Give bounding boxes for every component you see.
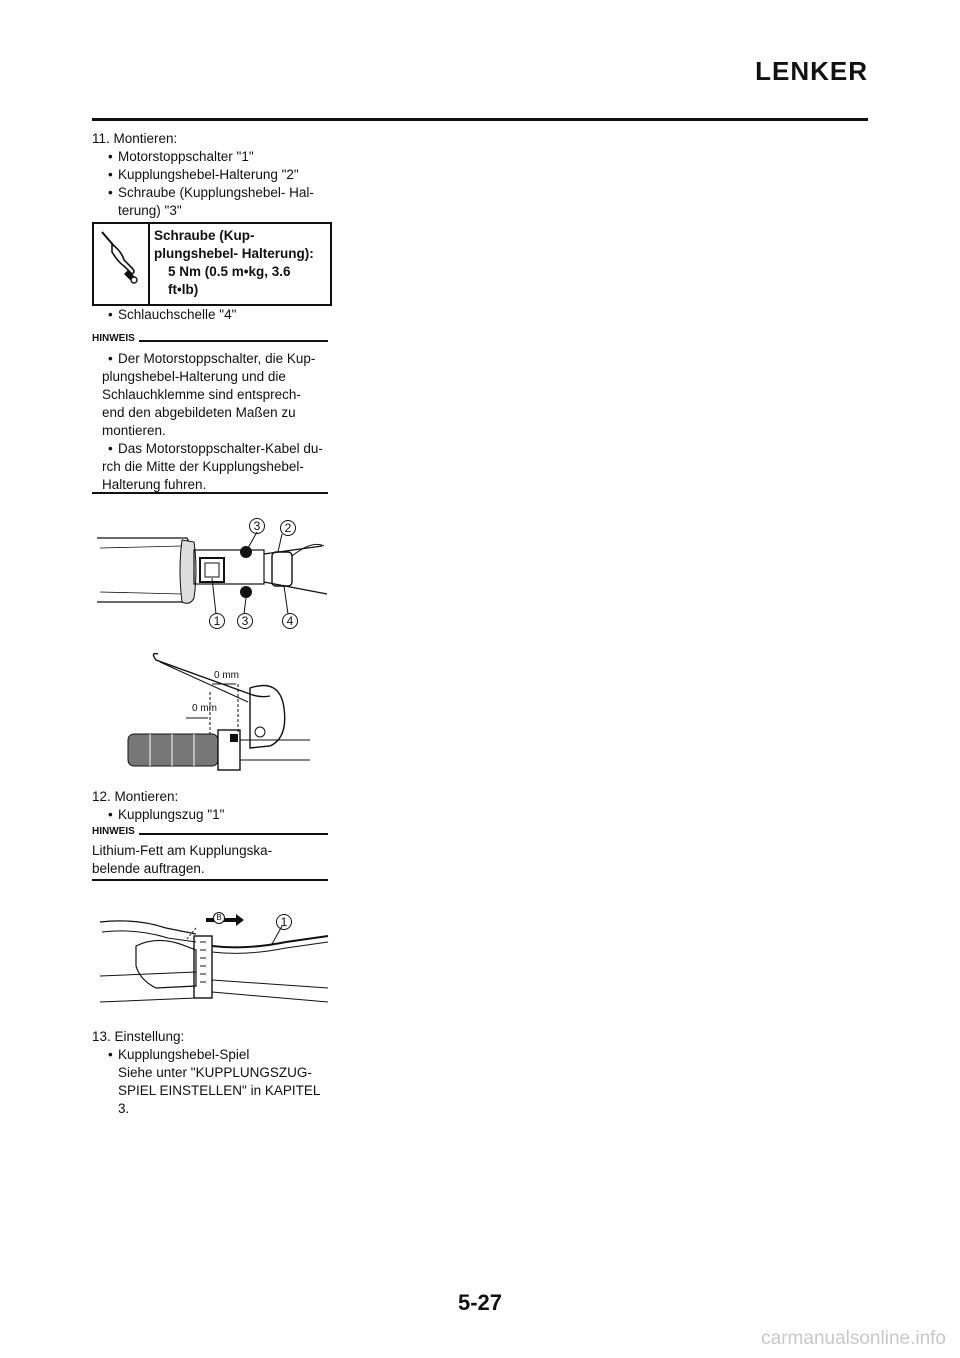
- note-header: [92, 333, 328, 345]
- callout-1: 1: [209, 613, 225, 629]
- torque-label: plungshebel- Halterung):: [154, 246, 314, 261]
- note-line: Schlauchklemme sind entsprech-: [102, 387, 301, 402]
- step-11-heading: 11. Montieren:: [92, 131, 178, 146]
- callout-2: 2: [280, 520, 296, 536]
- dimension-label: 0 mm: [192, 703, 217, 714]
- list-item: • Schraube (Kupplungshebel- Hal-: [108, 185, 314, 200]
- torque-value: 5 Nm (0.5 m•kg, 3.6: [168, 264, 291, 279]
- list-item: • Der Motorstoppschalter, die Kup-: [108, 351, 316, 366]
- note-2-body: [92, 842, 332, 878]
- note-label: HINWEIS: [92, 333, 139, 344]
- dimension-label: 0 mm: [214, 670, 239, 681]
- reference-line: SPIEL EINSTELLEN" in KAPITEL: [118, 1083, 321, 1098]
- step-13: [92, 1028, 332, 1118]
- note-line: montieren.: [102, 423, 166, 438]
- note-line: Halterung fuhren.: [102, 477, 207, 492]
- note-line: belende auftragen.: [92, 861, 205, 876]
- note-end-rule: [92, 879, 328, 881]
- list-item: • Schlauchschelle "4": [108, 307, 237, 322]
- list-item: • Kupplungszug "1": [108, 807, 225, 822]
- page-title: LENKER: [755, 56, 868, 86]
- step-12: [92, 788, 332, 824]
- figure-switch-assembly: [92, 510, 332, 635]
- list-item: • Kupplungshebel-Spiel: [108, 1047, 250, 1062]
- note-line: end den abgebildeten Maßen zu: [102, 405, 296, 420]
- step-11: [92, 130, 332, 220]
- step-13-heading: 13. Einstellung:: [92, 1029, 185, 1044]
- note-end-rule: [92, 492, 328, 494]
- note-header: [92, 826, 328, 838]
- grease-symbol-icon: B: [213, 912, 225, 924]
- note-line: rch die Mitte der Kupplungshebel-: [102, 459, 304, 474]
- note-label: HINWEIS: [92, 826, 139, 837]
- torque-spec-text: [150, 224, 318, 304]
- figure-clutch-cable: [96, 906, 332, 1010]
- watermark: carmanualsonline.info: [761, 1328, 946, 1349]
- page-number: 5-27: [457, 1290, 503, 1315]
- torque-spec-box: [92, 222, 332, 306]
- callout-1: 1: [276, 914, 292, 930]
- figure-lever-dimensions: [120, 648, 320, 776]
- list-item: • Das Motorstoppschalter-Kabel du-: [108, 441, 323, 456]
- step-12-heading: 12. Montieren:: [92, 789, 179, 804]
- reference-line: Siehe unter "KUPPLUNGSZUG-: [118, 1065, 312, 1080]
- step-11-extra: [92, 306, 332, 324]
- list-item: • Kupplungshebel-Halterung "2": [108, 167, 299, 182]
- callout-3: 3: [249, 518, 265, 534]
- note-line: Lithium-Fett am Kupplungska-: [92, 843, 273, 858]
- torque-value: ft•lb): [168, 282, 199, 297]
- callout-4: 4: [282, 613, 298, 629]
- torque-label: Schraube (Kup-: [154, 228, 255, 243]
- note-line: plungshebel-Halterung und die: [102, 369, 286, 384]
- header-rule: [92, 118, 868, 121]
- reference-line: 3.: [118, 1101, 130, 1116]
- list-item-continued: terung) "3": [118, 203, 182, 218]
- callout-3: 3: [237, 613, 253, 629]
- note-1-body: [92, 350, 332, 494]
- torque-wrench-icon: [94, 224, 150, 304]
- list-item: • Motorstoppschalter "1": [108, 149, 254, 164]
